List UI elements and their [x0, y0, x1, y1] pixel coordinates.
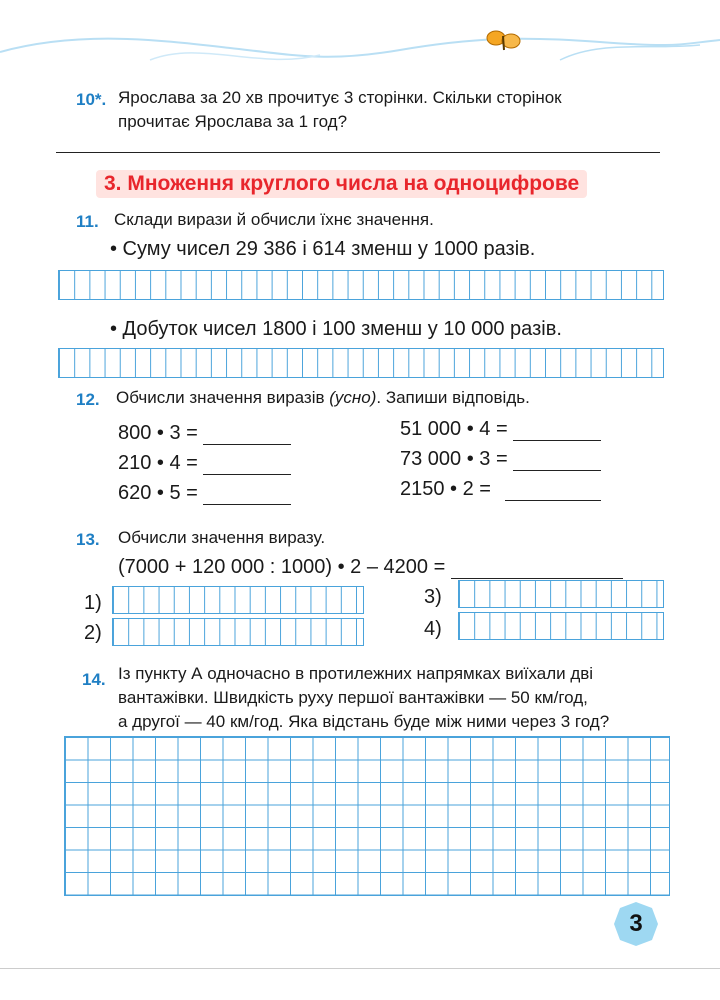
task-14-number: 14.	[82, 670, 106, 689]
task-10-text-line1: Ярослава за 20 хв прочитує 3 сторінки. Скільки сторінок	[118, 88, 562, 107]
answer-grid-row[interactable]	[112, 618, 364, 646]
answer-line	[56, 152, 660, 153]
task-12-instruction-text: Обчисли значення виразів	[116, 388, 330, 407]
answer-blank[interactable]	[203, 456, 291, 475]
header-wave-decoration	[0, 0, 720, 70]
answer-blank[interactable]	[451, 560, 623, 579]
butterfly-icon	[486, 28, 522, 54]
task-13-instruction: Обчисли значення виразу.	[118, 528, 326, 547]
expression: 2150 • 2 =	[400, 478, 491, 500]
answer-grid-row[interactable]	[58, 348, 664, 378]
expression: (7000 + 120 000 : 1000) • 2 – 4200 =	[118, 556, 446, 578]
answer-blank[interactable]	[513, 422, 601, 441]
task-10-number: 10*.	[76, 90, 107, 109]
expression-row	[400, 448, 601, 471]
task-13-number: 13.	[76, 530, 100, 549]
expression: 620 • 5 =	[118, 482, 198, 504]
task-12-instruction-oral: (усно)	[329, 388, 377, 407]
step-label: 1)	[84, 592, 102, 614]
task-12-number: 12.	[76, 390, 100, 409]
answer-blank[interactable]	[203, 486, 291, 505]
task-11-instruction: Склади вирази й обчисли їхнє значення.	[114, 210, 434, 229]
step-label: 4)	[424, 618, 442, 640]
answer-blank[interactable]	[505, 482, 601, 501]
answer-blank[interactable]	[513, 452, 601, 471]
expression: 73 000 • 3 =	[400, 448, 508, 470]
expression-row	[118, 452, 291, 475]
expression: 51 000 • 4 =	[400, 418, 508, 440]
task-12-instruction-rest: . Запиши відповідь.	[376, 388, 530, 407]
task-11-item-2: • Добуток чисел 1800 і 100 зменш у 10 000 разів.	[110, 318, 562, 340]
section-title: 3. Множення круглого числа на одноцифрове	[96, 170, 587, 198]
page-number: 3	[629, 910, 643, 937]
task-11-item-1: • Суму чисел 29 386 і 614 зменш у 1000 разів.	[110, 238, 536, 260]
expression-row	[400, 478, 601, 501]
expression: 800 • 3 =	[118, 422, 198, 444]
task-10-text-line2: прочитає Ярослава за 1 год?	[118, 112, 348, 131]
answer-grid-row[interactable]	[458, 580, 664, 608]
step-label: 2)	[84, 622, 102, 644]
task-14-text-line2: вантажівки. Швидкість руху першої вантажівки — 50 км/год,	[118, 688, 588, 707]
answer-grid-row[interactable]	[458, 612, 664, 640]
expression: 210 • 4 =	[118, 452, 198, 474]
expression-row	[118, 482, 291, 505]
answer-grid-area[interactable]	[64, 736, 670, 896]
answer-grid-row[interactable]	[58, 270, 664, 300]
answer-blank[interactable]	[203, 426, 291, 445]
task-14-text-line1: Із пункту А одночасно в протилежних напрямках виїхали дві	[118, 664, 594, 683]
answer-grid-row[interactable]	[112, 586, 364, 614]
expression-row	[400, 418, 601, 441]
bottom-divider	[0, 968, 720, 969]
task-13-expression-row	[118, 556, 623, 579]
task-14-text-line3: а другої — 40 км/год. Яка відстань буде між ними через 3 год?	[118, 712, 610, 731]
task-12-instruction	[116, 388, 530, 408]
task-11-number: 11.	[76, 212, 99, 231]
expression-row	[118, 422, 291, 445]
step-label: 3)	[424, 586, 442, 608]
